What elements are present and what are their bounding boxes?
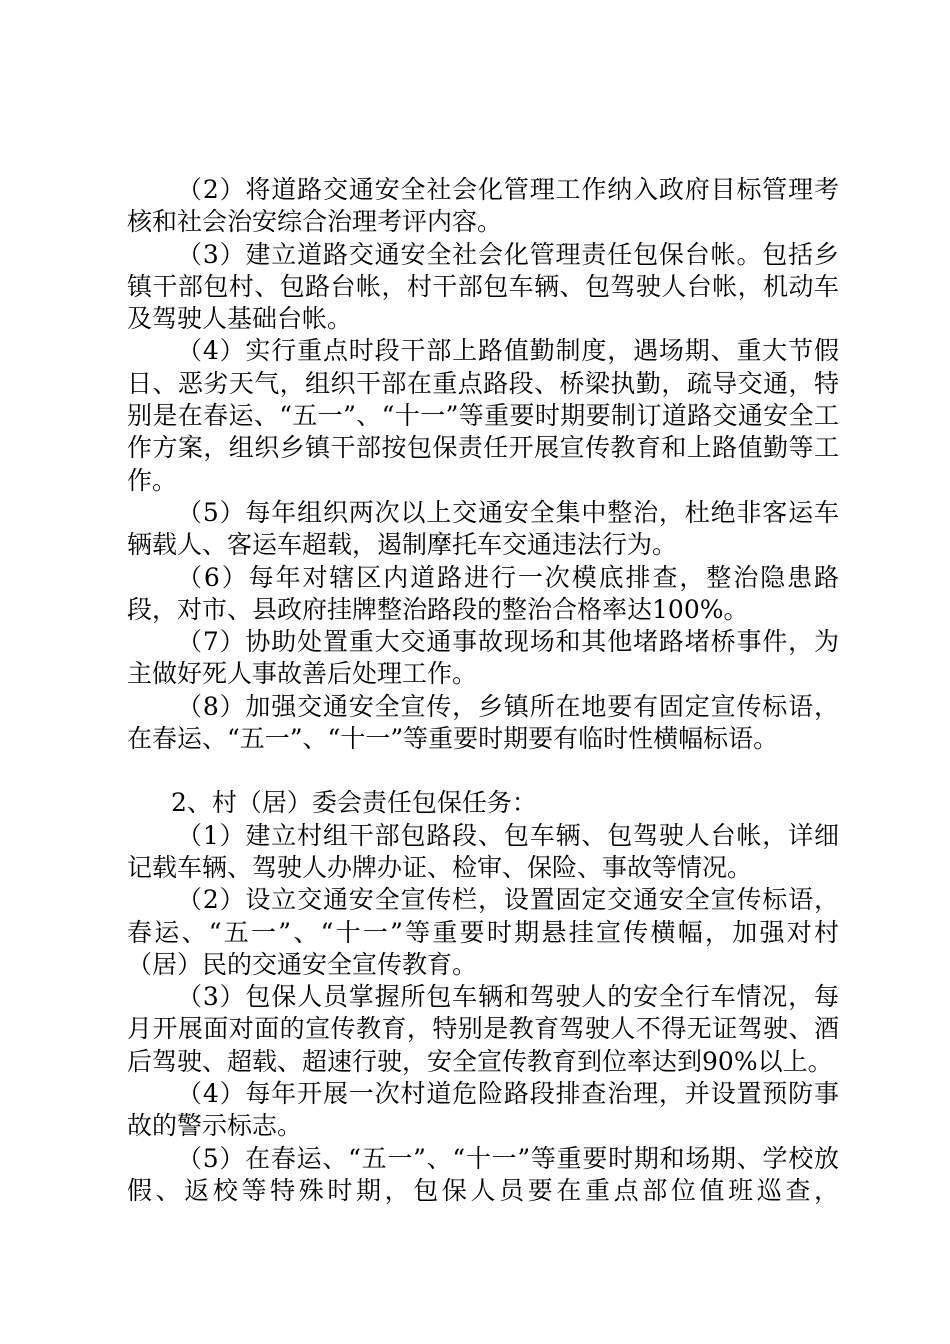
village-item-3: （3）包保人员掌握所包车辆和驾驶人的安全行车情况，每月开展面对面的宣传教育，特别是教育驾驶人不得无证驾驶、酒后驾驶、超载、超速行驶，安全宣传教育到位率达到90%以上。 <box>127 982 839 1076</box>
document-body <box>127 174 839 1207</box>
township-item-7: （7）协助处置重大交通事故现场和其他堵路堵桥事件，为主做好死人事故善后处理工作。 <box>127 627 839 689</box>
township-item-8: （8）加强交通安全宣传，乡镇所在地要有固定宣传标语，在春运、“五一”、“十一”等重要时期要有临时性横幅标语。 <box>127 691 839 754</box>
village-item-4: （4）每年开展一次村道危险路段排查治理，并设置预防事故的警示标志。 <box>127 1079 839 1141</box>
township-item-6: （6）每年对辖区内道路进行一次模底排查，整治隐患路段，对市、县政府挂牌整治路段的整治合格率达100%。 <box>127 562 839 624</box>
section-heading-village: 2、村（居）委会责任包保任务： <box>171 788 537 818</box>
township-item-2: （2）将道路交通安全社会化管理工作纳入政府目标管理考核和社会治安综合治理考评内容。 <box>127 175 839 237</box>
section-gap <box>127 755 839 787</box>
township-item-4: （4）实行重点时段干部上路值勤制度，遇场期、重大节假日、恶劣天气，组织干部在重点路段、桥梁执勤，疏导交通，特别是在春运、“五一”、“十一”等重要时期要制订道路交通安全工作方案，组织乡镇干部按包保责任开展宣传教育和上路值勤等工作。 <box>127 336 839 495</box>
township-item-5: （5）每年组织两次以上交通安全集中整治，杜绝非客运车辆载人、客运车超载，遏制摩托车交通违法行为。 <box>127 497 839 560</box>
village-item-2: （2）设立交通安全宣传栏，设置固定交通安全宣传标语，春运、“五一”、“十一”等重要时期悬挂宣传横幅，加强对村（居）民的交通安全宣传教育。 <box>127 885 839 979</box>
township-item-3: （3）建立道路交通安全社会化管理责任包保台帐。包括乡镇干部包村、包路台帐，村干部包车辆、包驾驶人台帐，机动车及驾驶人基础台帐。 <box>127 239 839 334</box>
village-item-1: （1）建立村组干部包路段、包车辆、包驾驶人台帐，详细记载车辆、驾驶人办牌办证、检审、保险、事故等情况。 <box>127 820 839 882</box>
village-item-5: （5）在春运、“五一”、“十一”等重要时期和场期、学校放假、返校等特殊时期，包保人员要在重点部位值班巡查， <box>127 1143 839 1205</box>
